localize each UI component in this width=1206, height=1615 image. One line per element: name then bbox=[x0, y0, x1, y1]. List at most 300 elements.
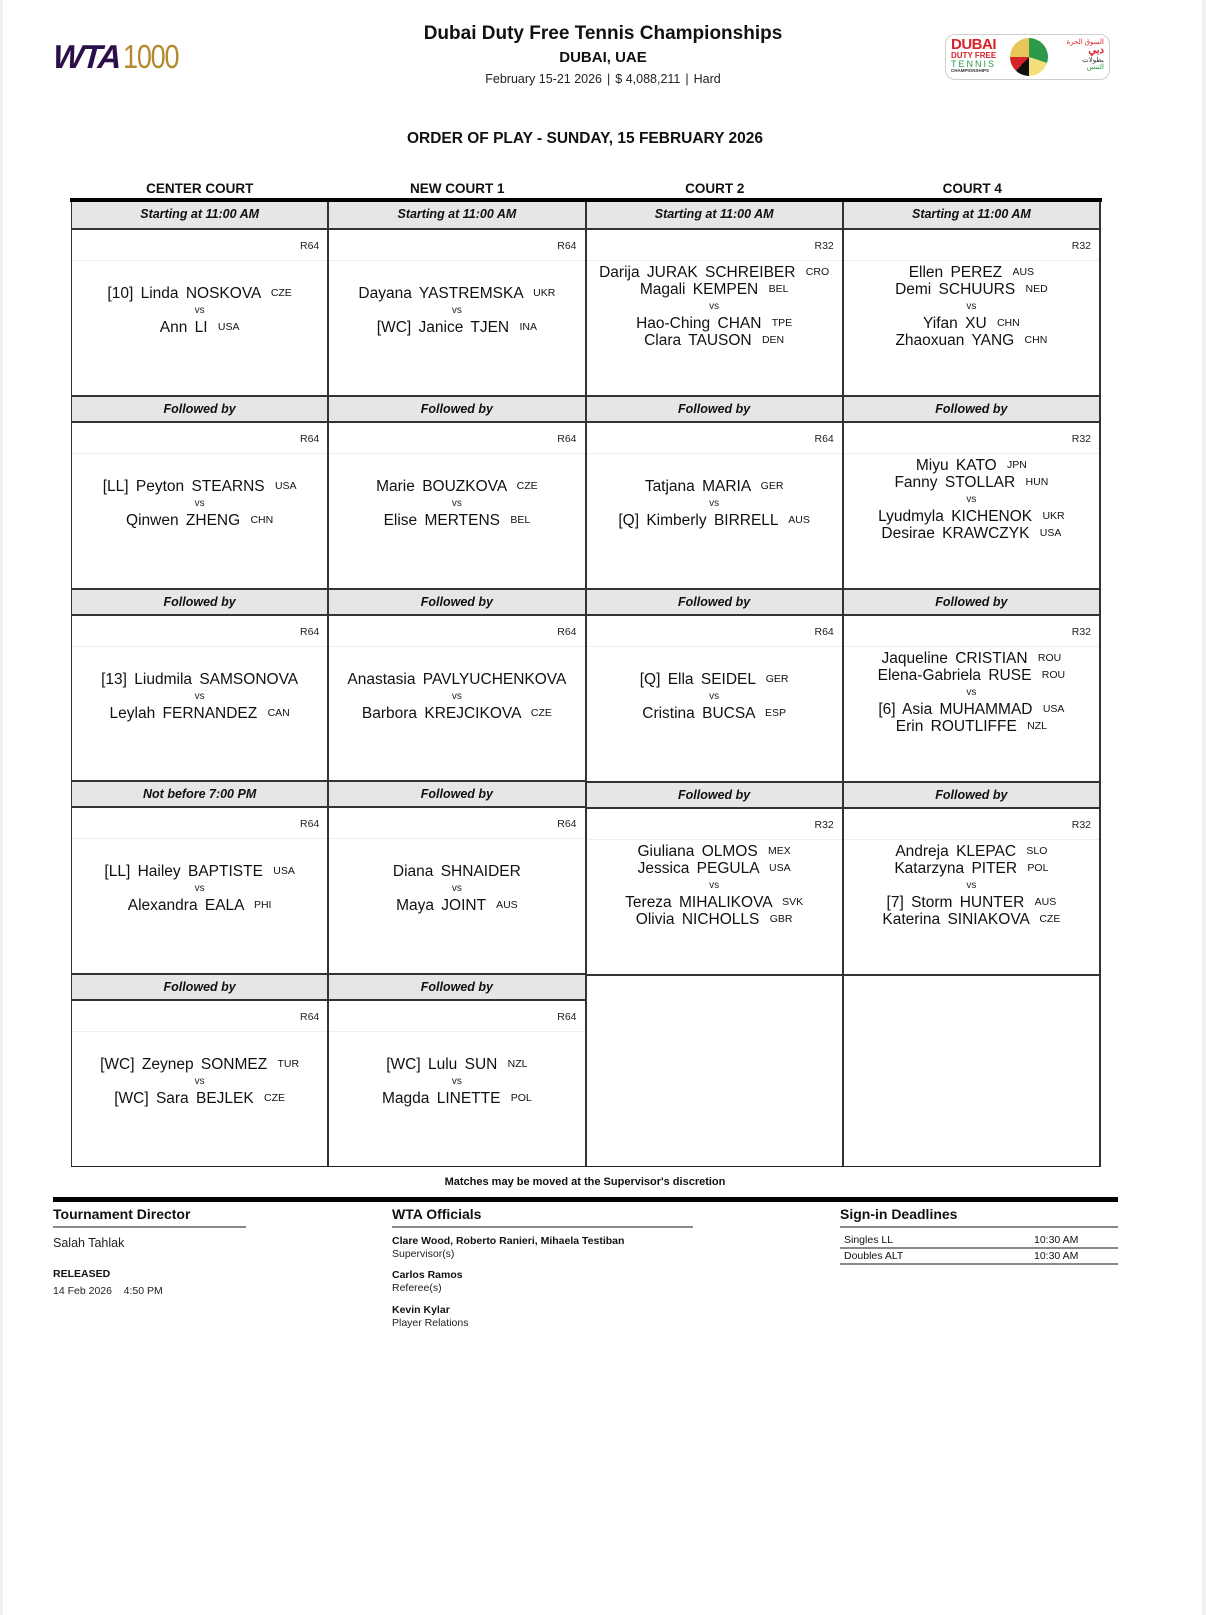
player-last-name: MARIA bbox=[702, 478, 751, 495]
player-nationality: ESP bbox=[764, 707, 786, 719]
player-last-name: KLEPAC bbox=[956, 843, 1017, 860]
player-nationality: POL bbox=[510, 1092, 532, 1105]
player-entry bbox=[916, 457, 1027, 474]
supervisor-names: Clare Wood, Roberto Ranieri, Mihaela Testiban bbox=[392, 1235, 625, 1247]
player-first-name: Tereza bbox=[625, 894, 672, 911]
player-first-name: Barbora bbox=[361, 704, 418, 722]
player-nationality: USA bbox=[217, 321, 240, 333]
match-slot bbox=[329, 395, 584, 588]
player-entry bbox=[895, 281, 1048, 298]
match-slot bbox=[329, 780, 584, 973]
supervisor-role: Supervisor(s) bbox=[392, 1248, 455, 1260]
player-nationality: HUN bbox=[1025, 476, 1049, 488]
player-last-name: SONMEZ bbox=[200, 1056, 268, 1074]
player-nationality: GER bbox=[765, 673, 789, 685]
logo-championships-text: CHAMPIONSHIPS bbox=[951, 68, 990, 73]
player-last-name: PITER bbox=[971, 860, 1018, 877]
vs-label: vs bbox=[709, 498, 720, 509]
player-last-name: BIRRELL bbox=[713, 512, 778, 529]
round-label: R32 bbox=[844, 230, 1099, 261]
match-players bbox=[329, 454, 584, 588]
match-time-label: Followed by bbox=[844, 588, 1099, 616]
player-last-name: SEIDEL bbox=[700, 671, 756, 688]
player-nationality: INA bbox=[519, 321, 537, 333]
player-entry bbox=[376, 478, 538, 495]
player-first-name: Desirae bbox=[881, 525, 935, 542]
player-nationality: CZE bbox=[516, 479, 538, 492]
player-first-name: Demi bbox=[895, 281, 932, 298]
tournament-info: February 15-21 2026 | $ 4,088,211 | Hard bbox=[485, 72, 721, 86]
player-entry bbox=[644, 332, 784, 349]
player-first-name: Giuliana bbox=[637, 843, 695, 860]
player-entry bbox=[640, 281, 789, 298]
player-entry bbox=[126, 512, 273, 529]
player-last-name: RUSE bbox=[988, 667, 1032, 684]
match-players bbox=[72, 839, 327, 973]
player-entry bbox=[362, 705, 552, 722]
dubai-duty-free-logo bbox=[945, 34, 1110, 80]
player-last-name: PEGULA bbox=[696, 860, 759, 877]
player-entry bbox=[128, 897, 272, 914]
tennis-ball-emblem-icon bbox=[1010, 38, 1048, 76]
player-first-name: Zeynep bbox=[141, 1056, 194, 1074]
tournament-surface: Hard bbox=[693, 72, 721, 86]
logo-dubai-text: DUBAI bbox=[951, 36, 996, 53]
player-nationality: CZE bbox=[1039, 913, 1061, 925]
vs-label: vs bbox=[709, 880, 720, 891]
player-last-name: PEREZ bbox=[950, 264, 1003, 281]
match-time-label: Followed by bbox=[329, 780, 584, 808]
player-nationality: AUS bbox=[496, 899, 518, 912]
player-nationality: USA bbox=[1039, 527, 1062, 539]
player-entry bbox=[882, 650, 1062, 667]
player-first-name: Olivia bbox=[635, 911, 675, 928]
player-seed: [13] bbox=[101, 670, 127, 688]
player-last-name: SUN bbox=[464, 1056, 498, 1074]
match-players bbox=[329, 839, 584, 973]
player-first-name: Magali bbox=[639, 281, 686, 298]
wta-officials-heading: WTA Officials bbox=[392, 1206, 693, 1228]
player-last-name: MERTENS bbox=[424, 511, 500, 529]
player-nationality: GER bbox=[760, 480, 784, 492]
player-nationality: CHN bbox=[250, 513, 274, 526]
match-players bbox=[72, 261, 327, 395]
round-label: R64 bbox=[329, 616, 584, 647]
match-time-label: Followed by bbox=[844, 395, 1099, 423]
player-nationality: AUS bbox=[788, 514, 810, 526]
match-slot bbox=[587, 588, 842, 781]
wta-tier-text: 1000 bbox=[122, 38, 178, 75]
player-last-name: TAUSON bbox=[688, 332, 752, 349]
player-seed: [WC] bbox=[376, 319, 412, 336]
player-last-name: KATO bbox=[955, 457, 997, 474]
vs-label: vs bbox=[709, 301, 720, 312]
deadline-time: 10:30 AM bbox=[1034, 1250, 1079, 1262]
player-last-name: BOUZKOVA bbox=[422, 477, 507, 495]
player-last-name: ROUTLIFFE bbox=[930, 718, 1017, 735]
player-entry bbox=[114, 1090, 285, 1107]
player-entry bbox=[160, 319, 240, 336]
player-first-name: Peyton bbox=[135, 477, 185, 495]
match-players bbox=[329, 1032, 584, 1166]
player-last-name: HUNTER bbox=[959, 894, 1025, 911]
player-nationality: CRO bbox=[805, 266, 830, 278]
player-last-name: CHAN bbox=[717, 315, 762, 332]
player-first-name: Jaqueline bbox=[881, 650, 948, 667]
player-nationality: ROU bbox=[1037, 652, 1062, 664]
match-time-label: Followed by bbox=[72, 973, 327, 1001]
logo-tennis-text: TENNIS bbox=[951, 59, 997, 69]
player-first-name: Janice bbox=[418, 319, 464, 336]
match-slot bbox=[72, 395, 327, 588]
player-last-name: EALA bbox=[204, 897, 244, 915]
player-first-name: Cristina bbox=[642, 705, 695, 722]
match-time-label: Followed by bbox=[72, 588, 327, 616]
official-supervisors bbox=[392, 1235, 624, 1261]
round-label: R64 bbox=[587, 423, 842, 454]
player-entry bbox=[393, 863, 521, 880]
player-nationality: USA bbox=[274, 479, 297, 492]
player-nationality: CZE bbox=[270, 287, 292, 299]
player-nationality: CAN bbox=[267, 706, 290, 719]
official-player-relations bbox=[392, 1304, 468, 1330]
player-entry bbox=[645, 478, 784, 495]
match-slot bbox=[72, 202, 327, 395]
match-slot bbox=[587, 395, 842, 588]
player-first-name: Ann bbox=[159, 319, 188, 336]
player-first-name: Qinwen bbox=[126, 511, 179, 529]
player-entry bbox=[881, 525, 1061, 542]
player-first-name: Sara bbox=[155, 1090, 189, 1108]
match-slot bbox=[72, 973, 327, 1166]
wta-1000-logo bbox=[53, 40, 190, 74]
round-label: R64 bbox=[329, 808, 584, 839]
deadline-row-doubles-alt bbox=[840, 1249, 1118, 1265]
player-entry bbox=[895, 843, 1047, 860]
logo-arabic-2: دبي bbox=[1088, 45, 1104, 57]
player-entry bbox=[878, 667, 1065, 684]
match-time-label: Followed by bbox=[587, 781, 842, 809]
released-timestamp: 14 Feb 2026 4:50 PM bbox=[53, 1285, 163, 1297]
player-nationality: DEN bbox=[761, 334, 785, 346]
round-label: R32 bbox=[844, 809, 1099, 840]
player-entry bbox=[636, 911, 793, 928]
tournament-location: DUBAI, UAE bbox=[559, 49, 647, 66]
match-slot bbox=[844, 588, 1099, 781]
player-first-name: Miyu bbox=[915, 457, 949, 474]
match-players bbox=[587, 454, 842, 588]
match-time-label: Not before 7:00 PM bbox=[72, 780, 327, 808]
match-slot bbox=[72, 588, 327, 781]
deadline-row-singles-ll bbox=[840, 1233, 1118, 1249]
player-entry bbox=[894, 860, 1048, 877]
player-entry bbox=[101, 671, 298, 688]
player-nationality: MEX bbox=[767, 845, 791, 857]
player-first-name: Asia bbox=[902, 701, 933, 718]
player-last-name: YASTREMSKA bbox=[418, 285, 523, 302]
court-column bbox=[585, 202, 842, 1166]
vs-label: vs bbox=[451, 497, 462, 509]
logo-arabic-1: السوق الحرة bbox=[1066, 39, 1104, 46]
player-entry bbox=[107, 285, 291, 302]
match-players bbox=[72, 647, 327, 781]
match-players bbox=[844, 840, 1099, 974]
match-time-label: Followed by bbox=[329, 395, 584, 423]
player-seed: [Q] bbox=[618, 512, 640, 529]
deadline-label: Doubles ALT bbox=[844, 1250, 904, 1262]
player-last-name: FERNANDEZ bbox=[162, 704, 258, 722]
player-seed: [WC] bbox=[100, 1056, 135, 1074]
player-last-name: KREJCIKOVA bbox=[424, 704, 521, 722]
vs-label: vs bbox=[966, 301, 977, 312]
logo-arabic-3: بطولات bbox=[1082, 56, 1104, 64]
player-last-name: BUCSA bbox=[702, 705, 755, 722]
player-nationality: NZL bbox=[1027, 720, 1047, 732]
player-first-name: Anastasia bbox=[347, 670, 416, 688]
player-nationality: USA bbox=[1042, 703, 1065, 715]
player-entry bbox=[878, 701, 1064, 718]
player-entry bbox=[642, 705, 786, 722]
tournament-director-name: Salah Tahlak bbox=[53, 1236, 125, 1250]
page-edge-left bbox=[0, 0, 3, 1615]
match-players bbox=[329, 261, 584, 395]
player-entry bbox=[358, 285, 555, 302]
player-last-name: CRISTIAN bbox=[955, 650, 1028, 667]
tournament-title-block bbox=[300, 22, 906, 87]
player-first-name: Katerina bbox=[882, 911, 941, 928]
vs-label: vs bbox=[966, 687, 977, 698]
player-relations-name: Kevin Kylar bbox=[392, 1304, 450, 1316]
player-nationality: USA bbox=[273, 865, 295, 878]
player-first-name: Darija bbox=[599, 264, 640, 281]
player-nationality: PHI bbox=[253, 899, 272, 912]
vs-label: vs bbox=[194, 497, 205, 509]
player-first-name: Liudmila bbox=[134, 670, 193, 688]
player-entry bbox=[895, 332, 1047, 349]
player-nationality: GBR bbox=[769, 913, 793, 925]
player-nationality: BEL bbox=[510, 513, 531, 526]
player-nationality: SVK bbox=[782, 896, 804, 908]
player-entry bbox=[386, 1056, 527, 1073]
player-nationality: JPN bbox=[1007, 459, 1027, 471]
player-first-name: Alexandra bbox=[127, 897, 198, 915]
referee-name: Carlos Ramos bbox=[392, 1269, 463, 1281]
round-label: R64 bbox=[329, 423, 584, 454]
vs-label: vs bbox=[451, 305, 462, 316]
player-nationality: SLO bbox=[1026, 845, 1048, 857]
match-slot bbox=[844, 202, 1099, 395]
vs-label: vs bbox=[966, 494, 977, 505]
player-nationality: TPE bbox=[771, 317, 793, 329]
player-last-name: PAVLYUCHENKOVA bbox=[422, 670, 567, 688]
match-time-label: Starting at 11:00 AM bbox=[587, 202, 842, 230]
vs-label: vs bbox=[194, 1076, 205, 1088]
player-entry bbox=[384, 512, 531, 529]
player-seed: [10] bbox=[107, 285, 134, 302]
player-entry bbox=[618, 512, 810, 529]
player-last-name: BAPTISTE bbox=[187, 863, 263, 881]
vs-label: vs bbox=[451, 883, 462, 895]
player-nationality: UKR bbox=[1042, 510, 1065, 522]
court-header-new-court-1: NEW COURT 1 bbox=[410, 181, 505, 196]
match-slot bbox=[72, 780, 327, 973]
round-label: R32 bbox=[844, 423, 1099, 454]
tournament-prize-money: $ 4,088,211 bbox=[615, 72, 681, 86]
player-entry bbox=[882, 911, 1060, 928]
tournament-dates: February 15-21 2026 bbox=[485, 72, 603, 86]
player-nationality: CZE bbox=[530, 706, 552, 719]
court-column bbox=[71, 202, 327, 1166]
supervisor-notice: Matches may be moved at the Supervisor's discretion bbox=[444, 1176, 726, 1188]
player-first-name: Andreja bbox=[895, 843, 949, 860]
player-nationality: ROU bbox=[1041, 669, 1066, 681]
player-first-name: Elena-Gabriela bbox=[877, 667, 982, 684]
schedule-grid bbox=[71, 202, 1101, 1167]
player-entry bbox=[896, 718, 1047, 735]
player-last-name: NICHOLLS bbox=[681, 911, 760, 928]
player-nationality: AUS bbox=[1034, 896, 1057, 908]
player-entry bbox=[894, 474, 1048, 491]
player-last-name: MUHAMMAD bbox=[939, 701, 1033, 718]
player-seed: [6] bbox=[878, 701, 896, 718]
player-entry bbox=[396, 897, 518, 914]
player-last-name: SAMSONOVA bbox=[199, 670, 299, 688]
player-first-name: Storm bbox=[911, 894, 953, 911]
wta-logo-text: WTA bbox=[51, 38, 122, 75]
player-first-name: Clara bbox=[644, 332, 682, 349]
court-column bbox=[842, 202, 1101, 1166]
player-last-name: XU bbox=[965, 315, 987, 332]
player-entry bbox=[377, 319, 537, 336]
match-players bbox=[844, 647, 1099, 781]
player-seed: [7] bbox=[886, 894, 904, 911]
player-nationality: CZE bbox=[264, 1092, 286, 1105]
player-last-name: STEARNS bbox=[191, 477, 265, 495]
player-first-name: Elise bbox=[383, 511, 418, 529]
page-edge-right bbox=[1202, 0, 1206, 1615]
player-first-name: Magda bbox=[381, 1090, 430, 1108]
player-first-name: Erin bbox=[895, 718, 924, 735]
match-time-label: Followed by bbox=[587, 395, 842, 423]
vs-label: vs bbox=[194, 883, 205, 895]
vs-label: vs bbox=[966, 880, 977, 891]
match-players bbox=[844, 454, 1099, 588]
player-nationality: TUR bbox=[277, 1058, 300, 1071]
player-last-name: KEMPEN bbox=[692, 281, 759, 298]
deadline-time: 10:30 AM bbox=[1034, 1234, 1079, 1246]
player-first-name: Katarzyna bbox=[894, 860, 965, 877]
player-last-name: LINETTE bbox=[436, 1090, 501, 1108]
player-entry bbox=[909, 264, 1034, 281]
vs-label: vs bbox=[451, 690, 462, 702]
match-players bbox=[844, 261, 1099, 395]
player-entry bbox=[878, 508, 1065, 525]
match-time-label: Followed by bbox=[587, 588, 842, 616]
player-last-name: OLMOS bbox=[701, 843, 758, 860]
match-time-label: Followed by bbox=[844, 781, 1099, 809]
round-label: R32 bbox=[844, 616, 1099, 647]
match-players bbox=[329, 647, 584, 781]
player-entry bbox=[638, 860, 791, 877]
logo-duty-free-text: DUTY FREE bbox=[951, 51, 997, 60]
match-slot bbox=[587, 781, 842, 974]
round-label: R32 bbox=[587, 809, 842, 840]
player-first-name: Marie bbox=[376, 477, 415, 495]
empty-slot bbox=[587, 974, 842, 1166]
player-last-name: BEJLEK bbox=[196, 1090, 254, 1108]
player-nationality: CHN bbox=[1024, 334, 1048, 346]
match-time-label: Followed by bbox=[329, 973, 584, 1001]
deadline-label: Singles LL bbox=[844, 1234, 894, 1246]
match-time-label: Starting at 11:00 AM bbox=[72, 202, 327, 230]
player-entry bbox=[640, 671, 789, 688]
player-seed: [Q] bbox=[639, 671, 661, 688]
tournament-name: Dubai Duty Free Tennis Championships bbox=[423, 23, 783, 44]
match-time-label: Starting at 11:00 AM bbox=[329, 202, 584, 230]
player-nationality: NED bbox=[1025, 283, 1048, 295]
player-last-name: LI bbox=[194, 319, 208, 336]
player-last-name: MIHALIKOVA bbox=[679, 894, 772, 911]
court-column bbox=[327, 202, 584, 1166]
round-label: R64 bbox=[72, 808, 327, 839]
match-players bbox=[587, 261, 842, 395]
player-nationality: BEL bbox=[768, 283, 789, 295]
player-last-name: TJEN bbox=[470, 319, 510, 336]
round-label: R64 bbox=[72, 616, 327, 647]
player-last-name: KICHENOK bbox=[951, 508, 1033, 525]
round-label: R64 bbox=[587, 616, 842, 647]
player-entry bbox=[636, 315, 792, 332]
player-last-name: JOINT bbox=[441, 897, 486, 915]
player-first-name: Leylah bbox=[109, 704, 156, 722]
empty-slot bbox=[844, 974, 1099, 1166]
player-last-name: STOLLAR bbox=[944, 474, 1016, 491]
vs-label: vs bbox=[709, 691, 720, 702]
court-header-center-court: CENTER COURT bbox=[146, 181, 254, 196]
player-first-name: Diana bbox=[392, 863, 434, 881]
player-seed: [LL] bbox=[104, 863, 131, 881]
match-slot bbox=[844, 395, 1099, 588]
player-entry bbox=[599, 264, 829, 281]
player-nationality: UKR bbox=[533, 287, 556, 299]
player-first-name: Ella bbox=[667, 671, 694, 688]
player-last-name: ZHENG bbox=[185, 511, 241, 529]
player-first-name: Ellen bbox=[908, 264, 944, 281]
match-slot bbox=[329, 588, 584, 781]
player-last-name: SINIAKOVA bbox=[947, 911, 1030, 928]
match-time-label: Followed by bbox=[72, 395, 327, 423]
released-label: RELEASED bbox=[53, 1268, 111, 1280]
round-label: R64 bbox=[72, 423, 327, 454]
round-label: R64 bbox=[329, 230, 584, 261]
vs-label: vs bbox=[451, 1076, 462, 1088]
court-headers bbox=[71, 180, 1101, 198]
player-relations-role: Player Relations bbox=[392, 1317, 469, 1329]
sign-in-deadlines-heading: Sign-in Deadlines bbox=[840, 1206, 1118, 1228]
tournament-director-heading: Tournament Director bbox=[53, 1206, 246, 1228]
player-last-name: JURAK SCHREIBER bbox=[646, 264, 796, 281]
player-entry bbox=[887, 894, 1057, 911]
match-players bbox=[72, 1032, 327, 1166]
player-last-name: YANG bbox=[971, 332, 1015, 349]
player-entry bbox=[103, 478, 297, 495]
player-nationality: CHN bbox=[996, 317, 1020, 329]
player-last-name: KRAWCZYK bbox=[942, 525, 1030, 542]
match-players bbox=[72, 454, 327, 588]
player-first-name: Yifan bbox=[923, 315, 958, 332]
player-first-name: Hao-Ching bbox=[636, 315, 711, 332]
sign-in-deadlines-table bbox=[840, 1233, 1118, 1265]
